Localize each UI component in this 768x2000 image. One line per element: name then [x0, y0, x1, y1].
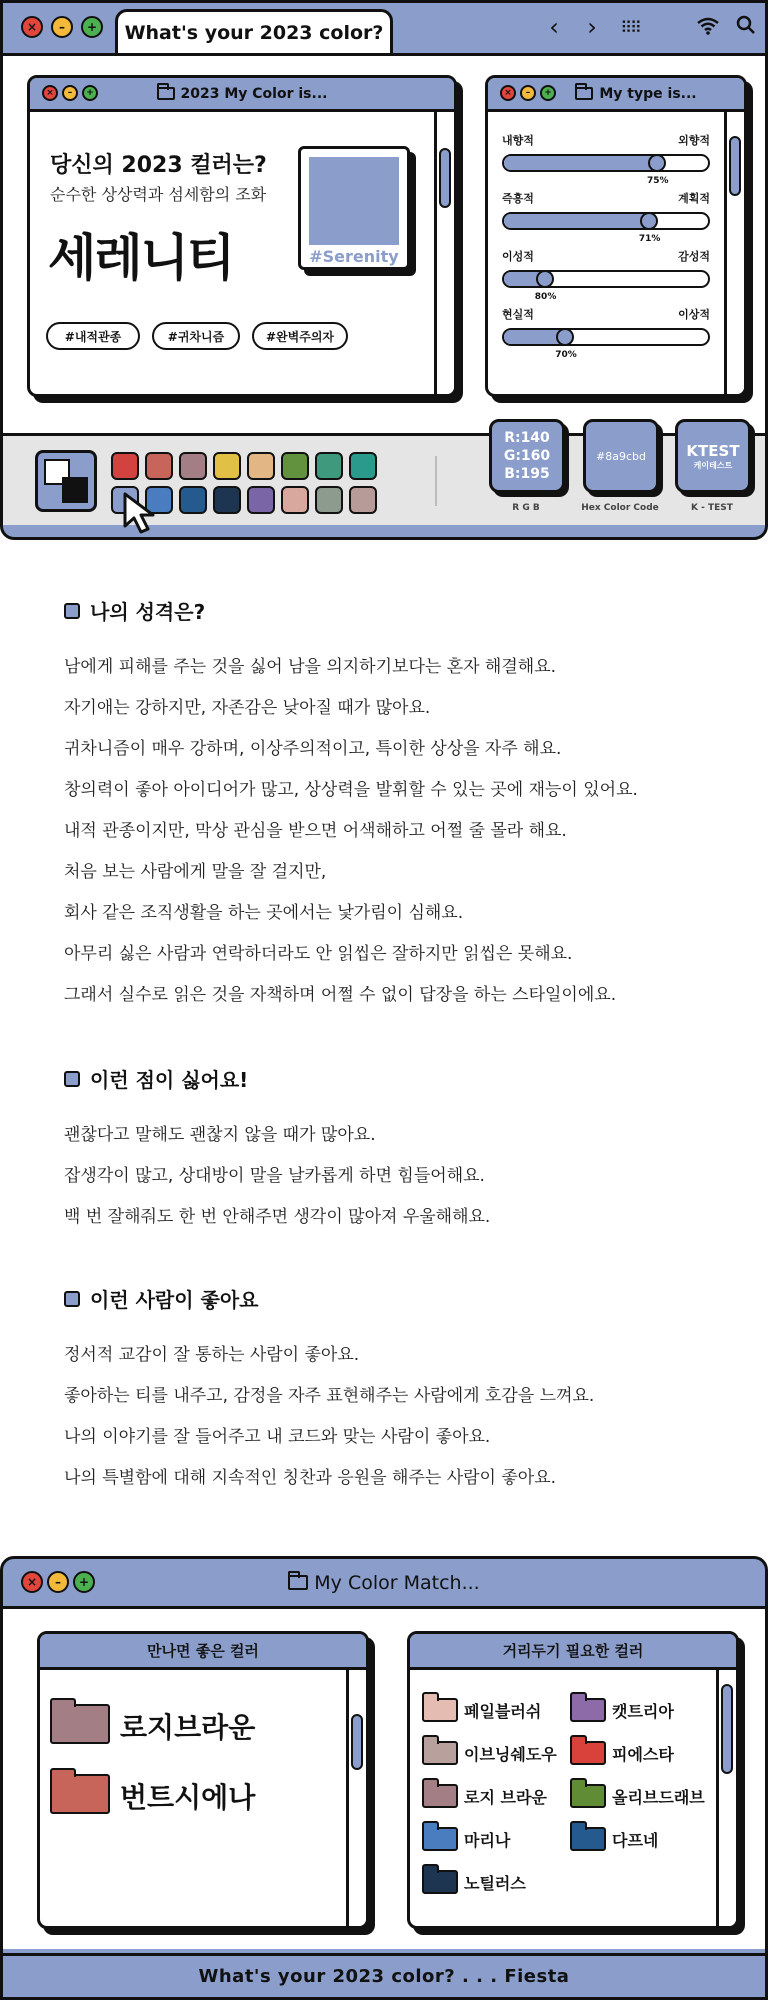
section-title-text: 나의 성격은? — [90, 600, 206, 624]
folder-icon[interactable] — [570, 1784, 606, 1808]
scrollbar[interactable] — [724, 112, 744, 394]
ktest-sub: 케이테스트 — [693, 460, 733, 470]
hex-caption: Hex Color Code — [581, 503, 659, 513]
scrollbar-thumb[interactable] — [729, 136, 741, 196]
good-color-name: 번트시에나 — [120, 1781, 256, 1814]
paragraph-line: 정서적 교감이 잘 통하는 사람이 좋아요. — [64, 1345, 360, 1365]
bullet-square-icon — [64, 1071, 80, 1087]
rgb-box — [489, 419, 565, 493]
trait-slider — [502, 132, 710, 186]
minimize-button[interactable]: – — [62, 85, 78, 101]
trait-percent: 71% — [638, 234, 661, 244]
paragraph-line: 괜찮다고 말해도 괜찮지 않을 때가 많아요. — [64, 1125, 376, 1145]
folder-icon[interactable] — [422, 1784, 458, 1808]
trait-right-label: 외향적 — [678, 134, 710, 147]
trait-percent: 75% — [647, 176, 669, 186]
trait-right-label: 감성적 — [678, 250, 710, 263]
trait-left-label: 현실적 — [502, 308, 534, 321]
folder-icon[interactable] — [422, 1698, 458, 1722]
ktest-box[interactable] — [675, 419, 751, 493]
trait-left-label: 즉흥적 — [502, 192, 534, 205]
trait-fill — [504, 156, 657, 170]
trait-track — [502, 212, 710, 244]
footer-text: What's your 2023 color? . . . Fiesta — [198, 1966, 570, 1987]
scrollbar-thumb[interactable] — [721, 1684, 733, 1774]
trait-left-label: 이성적 — [502, 250, 534, 263]
paragraph-line: 좋아하는 티를 내주고, 감정을 자주 표현해주는 사람에게 호감을 느껴요. — [64, 1386, 595, 1406]
paragraph-line: 나의 이야기를 잘 들어주고 내 코드와 맞는 사람이 좋아요. — [64, 1427, 491, 1447]
trait-knob — [536, 270, 554, 288]
folder-icon — [157, 87, 175, 100]
my-color-window-title: 2023 My Color is... — [180, 85, 328, 102]
color-chip[interactable] — [281, 452, 309, 480]
my-color-window — [27, 75, 457, 397]
color-chip[interactable] — [315, 452, 343, 480]
avoid-colors-title: 거리두기 필요한 컬러 — [410, 1634, 736, 1670]
trait-left-label: 내향적 — [502, 134, 534, 147]
paragraph-line: 창의력이 좋아 아이디어가 많고, 상상력을 발휘할 수 있는 곳에 재능이 있어요. — [64, 780, 638, 800]
browser-tab-title: What's your 2023 color? — [124, 21, 384, 44]
trait-knob — [640, 212, 658, 230]
close-button[interactable]: × — [500, 85, 516, 101]
avoid-color-name: 마리나 — [464, 1831, 511, 1850]
paragraph-line: 아무리 싫은 사람과 연락하더라도 안 읽씹은 잘하지만 읽씹은 못해요. — [64, 944, 573, 964]
my-type-window — [485, 75, 747, 397]
minimize-button[interactable]: – — [51, 16, 73, 38]
section-title — [64, 1064, 248, 1093]
avoid-color-name: 페일블러쉬 — [464, 1702, 542, 1721]
avoid-color-name: 노틸러스 — [464, 1874, 526, 1893]
paragraph-line: 처음 보는 사람에게 말을 잘 걸지만, — [64, 862, 327, 882]
minimize-button[interactable]: – — [520, 85, 536, 101]
color-chip[interactable] — [281, 486, 309, 514]
bullet-square-icon — [64, 1291, 80, 1307]
avoid-colors-panel — [407, 1631, 739, 1929]
ktest-logo: KTEST — [686, 441, 740, 460]
trait-percent: 80% — [534, 292, 557, 302]
folder-icon[interactable] — [422, 1827, 458, 1851]
trait-right-label: 이상적 — [678, 308, 710, 321]
close-button[interactable]: × — [21, 16, 43, 38]
avoid-color-name: 캣트리아 — [612, 1702, 674, 1721]
color-name: 세레니티 — [48, 229, 234, 287]
section-title-text: 이런 사람이 좋아요 — [90, 1288, 259, 1312]
grid-menu-icon[interactable]: ⠿⠿ — [620, 17, 640, 37]
folder-icon[interactable] — [570, 1827, 606, 1851]
good-colors-panel — [37, 1631, 369, 1929]
footer-bar — [3, 1953, 765, 1997]
folder-icon[interactable] — [422, 1870, 458, 1894]
bullet-square-icon — [64, 603, 80, 619]
color-chip[interactable] — [247, 452, 275, 480]
wifi-icon — [689, 13, 727, 41]
section-title — [64, 1284, 259, 1313]
paragraph-line: 자기애는 강하지만, 자존감은 낮아질 때가 많아요. — [64, 698, 431, 718]
folder-icon[interactable] — [570, 1698, 606, 1722]
close-button[interactable]: × — [42, 85, 58, 101]
avoid-color-name: 올리브드래브 — [612, 1788, 705, 1807]
rgb-g: G:160 — [503, 447, 551, 464]
folder-icon — [575, 87, 593, 100]
paragraph-line: 회사 같은 조직생활을 하는 곳에서는 낯가림이 심해요. — [64, 903, 464, 923]
trait-labels — [502, 132, 710, 148]
trait-slider — [502, 190, 710, 244]
forward-arrow-icon[interactable]: › — [587, 13, 597, 41]
tag-chip: #완벽주의자 — [252, 322, 348, 350]
good-colors-title: 만나면 좋은 컬러 — [40, 1634, 366, 1670]
minimize-button[interactable]: – — [47, 1571, 69, 1593]
color-match-content — [3, 1609, 765, 1949]
scrollbar-thumb[interactable] — [351, 1714, 363, 1770]
maximize-button[interactable]: + — [73, 1571, 95, 1593]
color-chip[interactable] — [315, 486, 343, 514]
trait-track — [502, 270, 710, 302]
trait-right-label: 계획적 — [678, 192, 710, 205]
close-button[interactable]: × — [21, 1571, 43, 1593]
browser-tab[interactable] — [115, 9, 393, 53]
divider — [435, 456, 437, 506]
avoid-color-name: 이브닝쉐도우 — [464, 1745, 557, 1764]
color-chip[interactable] — [111, 452, 139, 480]
trait-track — [502, 328, 710, 360]
search-icon[interactable] — [727, 13, 765, 41]
color-swatch-card — [298, 146, 410, 270]
paragraph-line: 내적 관종이지만, 막상 관심을 받으면 어색해하고 어쩔 줄 몰라 해요. — [64, 821, 567, 841]
my-type-window-title: My type is... — [599, 85, 697, 102]
color-question: 당신의 2023 컬러는? — [50, 153, 267, 178]
trait-labels — [502, 306, 710, 322]
my-type-window-titlebar — [488, 78, 744, 112]
color-chip[interactable] — [349, 452, 377, 480]
color-chip[interactable] — [145, 452, 173, 480]
browser-window — [0, 0, 768, 540]
back-arrow-icon[interactable]: ‹ — [549, 13, 559, 41]
folder-icon[interactable] — [422, 1741, 458, 1765]
hex-value: #8a9cbd — [596, 449, 646, 463]
color-subtitle: 순수한 상상력과 섬세함의 조화 — [50, 185, 267, 204]
color-match-titlebar — [3, 1559, 765, 1609]
trait-track — [502, 154, 710, 186]
color-chip[interactable] — [247, 486, 275, 514]
trait-fill — [504, 214, 649, 228]
section-title-text: 이런 점이 싫어요! — [90, 1068, 249, 1092]
avoid-color-name: 로지 브라운 — [464, 1788, 547, 1807]
paragraph-line: 귀차니즘이 매우 강하며, 이상주의적이고, 특이한 상상을 자주 해요. — [64, 739, 562, 759]
color-chip[interactable] — [179, 486, 207, 514]
trait-percent: 70% — [555, 350, 577, 360]
avoid-color-name: 피에스타 — [612, 1745, 674, 1764]
maximize-button[interactable]: + — [81, 16, 103, 38]
paragraph-line: 그래서 실수로 읽은 것을 자책하며 어쩔 수 없이 답장을 하는 스타일이에요. — [64, 985, 617, 1005]
paragraph-line: 나의 특별함에 대해 지속적인 칭찬과 응원을 해주는 사람이 좋아요. — [64, 1468, 557, 1488]
color-swatch — [309, 157, 399, 245]
scrollbar-thumb[interactable] — [439, 148, 451, 208]
color-chip[interactable] — [349, 486, 377, 514]
swatch-label: #Serenity — [309, 247, 399, 266]
trait-labels — [502, 190, 710, 206]
paragraph-line: 백 번 잘해줘도 한 번 안해주면 생각이 많아져 우울해해요. — [64, 1207, 491, 1227]
folder-icon[interactable] — [50, 1774, 110, 1814]
avoid-color-name: 다프네 — [612, 1831, 659, 1850]
color-match-window — [0, 1556, 768, 2000]
trait-knob — [556, 328, 574, 346]
my-color-window-titlebar — [30, 78, 454, 112]
rgb-r: R:140 — [504, 429, 550, 446]
browser-nav — [535, 13, 765, 41]
rgb-b: B:195 — [504, 466, 550, 483]
color-chip[interactable] — [213, 452, 241, 480]
section-title — [64, 596, 205, 625]
trait-labels — [502, 248, 710, 264]
trait-slider — [502, 306, 710, 360]
color-chip[interactable] — [179, 452, 207, 480]
paragraph-line: 남에게 피해를 주는 것을 싫어 남을 의지하기보다는 혼자 해결해요. — [64, 657, 557, 677]
tag-chip: #내적관종 — [46, 322, 140, 350]
folder-icon[interactable] — [570, 1741, 606, 1765]
maximize-button[interactable]: + — [540, 85, 556, 101]
rgb-caption: R G B — [512, 503, 540, 513]
good-color-name: 로지브라운 — [120, 1711, 256, 1744]
hex-box — [583, 419, 659, 493]
scrollbar[interactable] — [434, 112, 454, 394]
color-chip[interactable] — [213, 486, 241, 514]
paragraph-line: 잡생각이 많고, 상대방이 말을 날카롭게 하면 힘들어해요. — [64, 1166, 485, 1186]
trait-slider — [502, 248, 710, 302]
folder-icon — [288, 1575, 308, 1590]
pointer-cursor-icon — [121, 492, 165, 536]
trait-knob — [648, 154, 666, 172]
ktest-caption: K - TEST — [691, 503, 733, 513]
scrollbar[interactable] — [716, 1670, 736, 1926]
scrollbar[interactable] — [346, 1670, 366, 1926]
background-color[interactable] — [62, 477, 88, 503]
color-match-title: My Color Match... — [314, 1571, 480, 1594]
maximize-button[interactable]: + — [82, 85, 98, 101]
folder-icon[interactable] — [50, 1704, 110, 1744]
color-picker[interactable] — [35, 450, 97, 512]
tag-chip: #귀차니즘 — [152, 322, 240, 350]
